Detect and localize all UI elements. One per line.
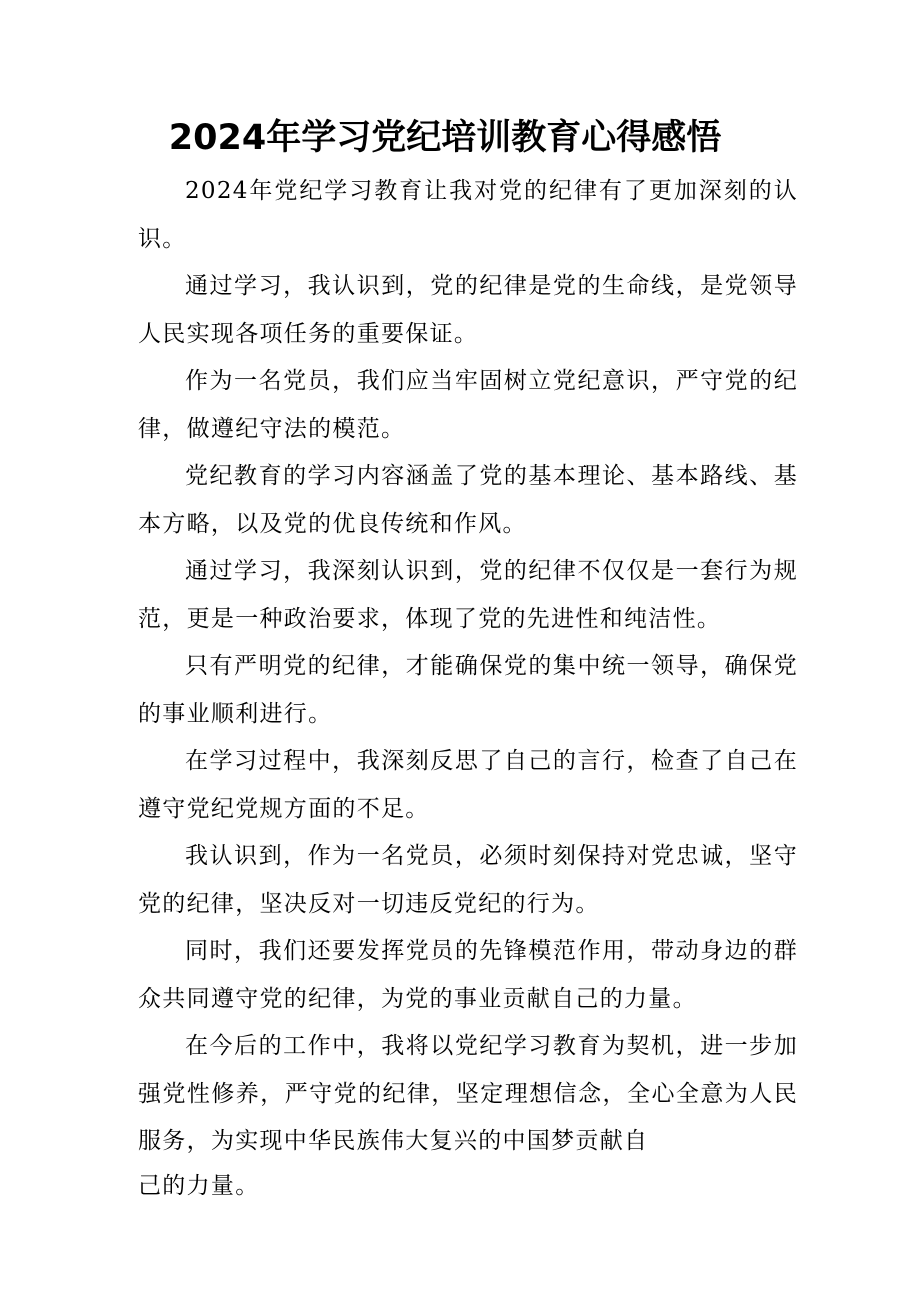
document-title: 2024年学习党纪培训教育心得感悟 — [168, 118, 722, 158]
paragraph: 在学习过程中，我深刻反思了自己的言行，检查了自己在遵守党纪党规方面的不足。 — [138, 748, 798, 822]
paragraph: 同时，我们还要发挥党员的先锋模范作用，带动身边的群众共同遵守党的纪律，为党的事业贡献自己的力量。 — [138, 938, 798, 1012]
paragraph: 只有严明党的纪律，才能确保党的集中统一领导，确保党的事业顺利进行。 — [138, 653, 798, 727]
paragraph: 通过学习，我认识到，党的纪律是党的生命线，是党领导人民实现各项任务的重要保证。 — [138, 273, 798, 347]
paragraph: 党纪教育的学习内容涵盖了党的基本理论、基本路线、基本方略，以及党的优良传统和作风。 — [138, 463, 798, 537]
paragraph: 作为一名党员，我们应当牢固树立党纪意识，严守党的纪律，做遵纪守法的模范。 — [138, 368, 798, 442]
paragraph-tail: 己的力量。 — [138, 1172, 260, 1199]
paragraph: 通过学习，我深刻认识到，党的纪律不仅仅是一套行为规范，更是一种政治要求，体现了党的先进性和纯洁性。 — [138, 558, 798, 632]
paragraph: 我认识到，作为一名党员，必须时刻保持对党忠诚，坚守党的纪律，坚决反对一切违反党纪的行为。 — [138, 843, 798, 917]
document-body — [138, 168, 798, 1206]
paragraph: 在今后的工作中，我将以党纪学习教育为契机，进一步加强党性修养，严守党的纪律，坚定理想信念，全心全意为人民服务，为实现中华民族伟大复兴的中国梦贡献自 — [138, 1033, 798, 1154]
paragraph: 2024年党纪学习教育让我对党的纪律有了更加深刻的认识。 — [138, 178, 798, 252]
